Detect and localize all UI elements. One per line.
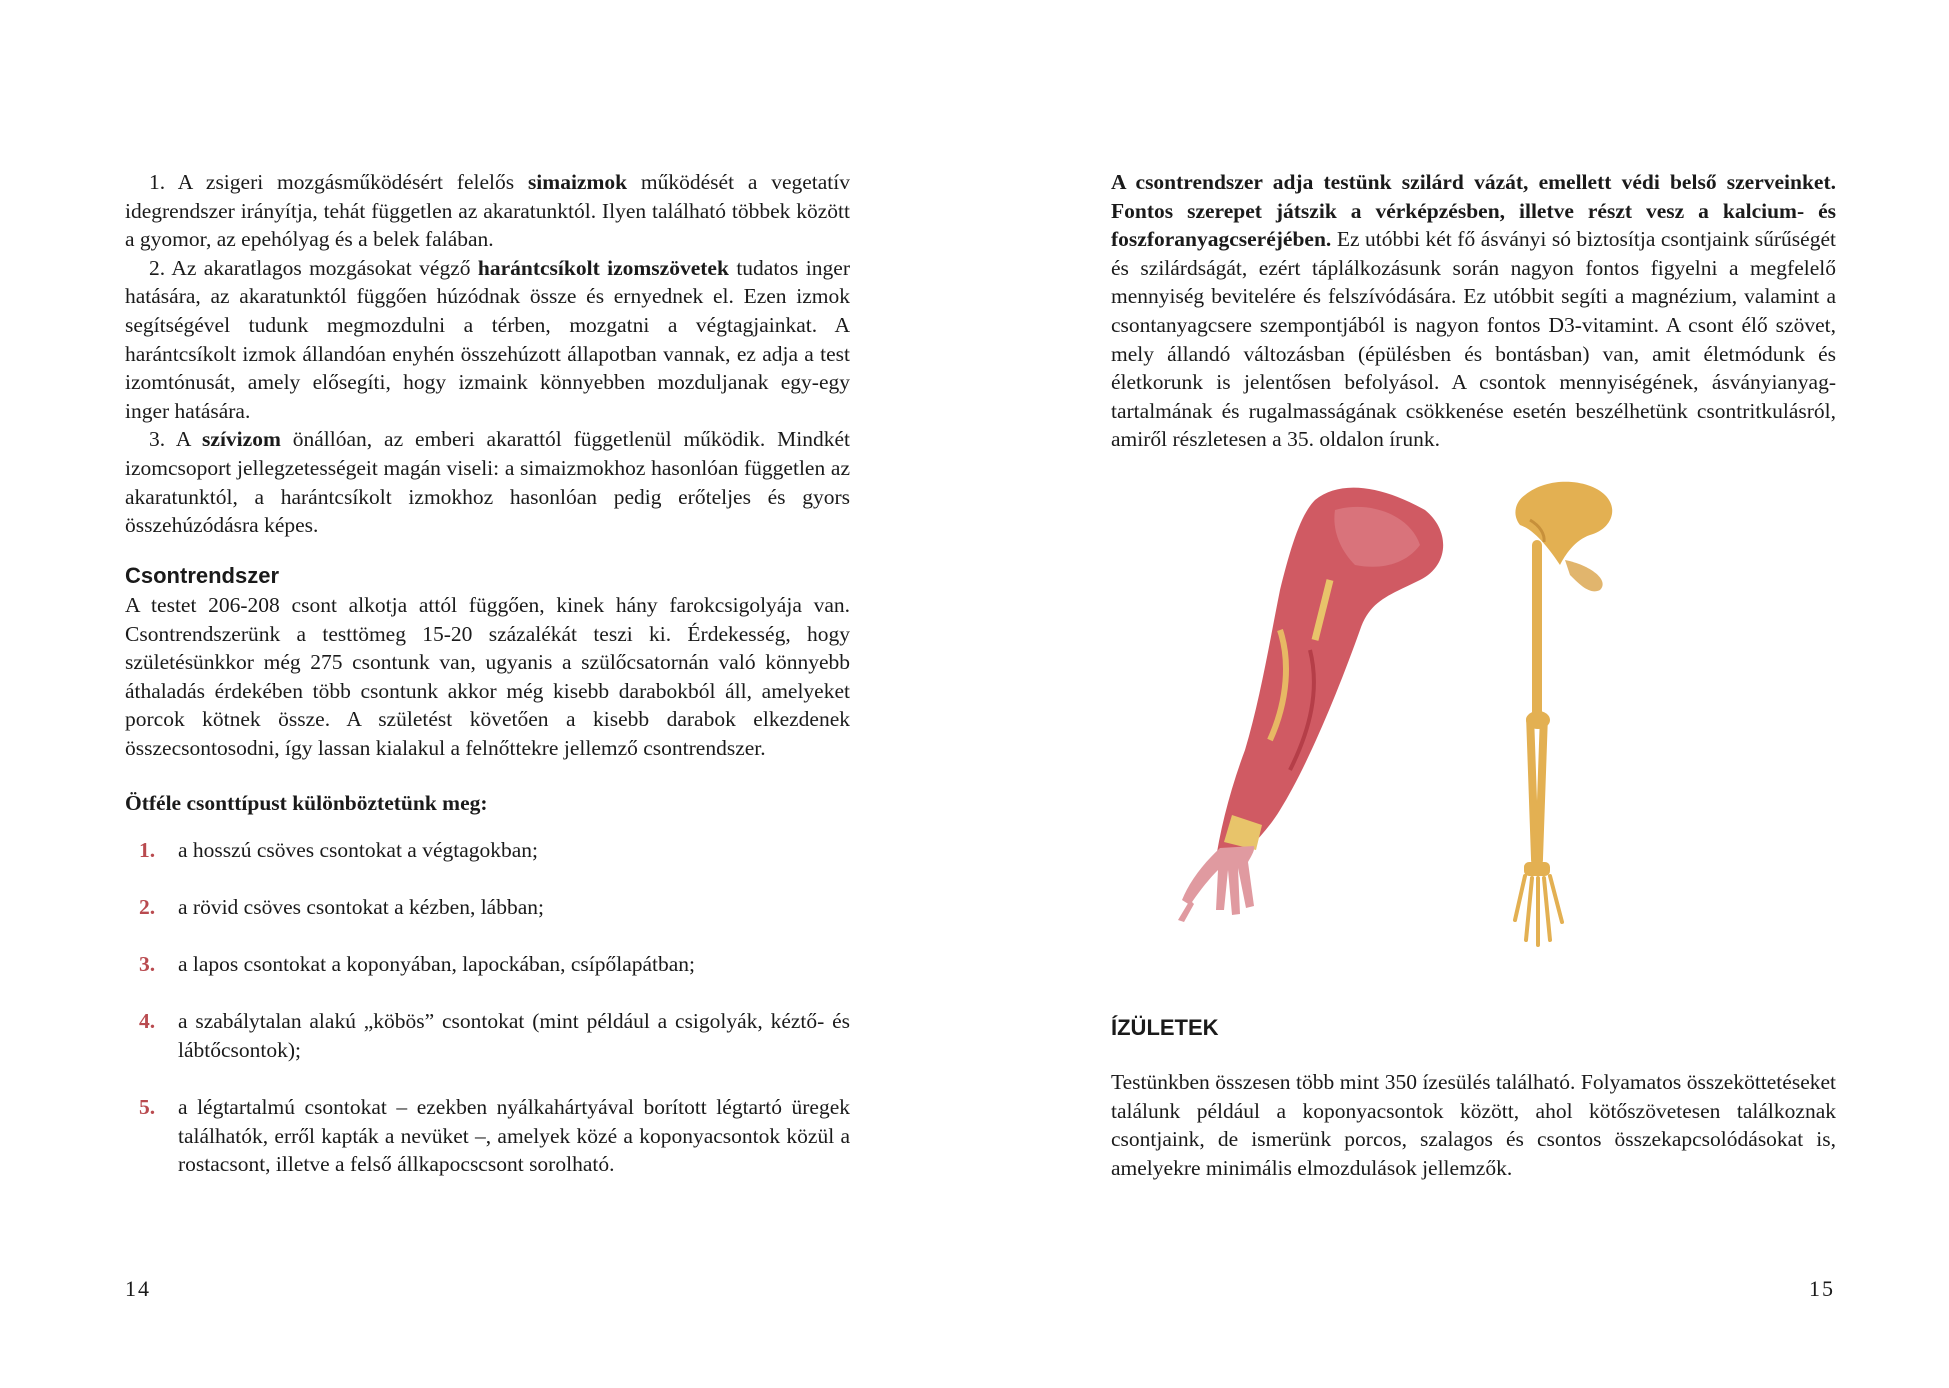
skeleton-intro xyxy=(1111,168,1836,454)
paragraph-striated-muscle xyxy=(125,254,850,426)
paragraph-smooth-muscle xyxy=(125,168,850,254)
list-text: a szabálytalan alakú „köbös” csontokat (mint például a csigolyák, kéztő- és lábtőcsontok); xyxy=(178,1009,850,1063)
list-text: a légtartalmú csontokat – ezekben nyálkahártyával borított légtartó üregek találhatók, erről kapták a nevüket –, amelyek közé a koponyacsontok közül a rostacsont, illetve a felső állkapocscsont sorolható. xyxy=(178,1095,850,1177)
list-item xyxy=(125,1007,850,1064)
list-number: 4. xyxy=(139,1009,156,1034)
right-page xyxy=(975,0,1949,1388)
bold-term: szívizom xyxy=(202,427,281,452)
arm-anatomy-illustration xyxy=(1120,470,1720,980)
bold-term: simaizmok xyxy=(527,170,628,194)
skeleton-arm-illustration xyxy=(1515,482,1612,945)
list-title: Ötféle csonttípust különböztetünk meg: xyxy=(125,790,488,815)
csontrendszer-body xyxy=(125,591,850,1207)
list-text: a hosszú csöves csontokat a végtagokban; xyxy=(178,838,539,863)
paragraph-bone-count: A testet 206-208 csont alkotja attól függően, kinek hány farokcsigolyája van. Csontrendszerünk a testtömeg 15-20 százalékát teszi ki. Érdekesség, hogy születésünkkor még 275 csontunk van, ugyanis a szülőcsatornán való könnyebb áthaladás érdekében több csontunk akkor még kisebb darabokból áll, amelyeket porcok kötnek össze. A születést követően a kisebb darabok elkezdenek összecsontosodni, így lassan kialakul a felnőttekre jellemző csontrendszer. xyxy=(125,593,850,760)
text-run: 3. A xyxy=(149,427,203,452)
list-number: 1. xyxy=(139,838,156,863)
muscle-arm-illustration xyxy=(1178,488,1443,922)
section-heading-izuletek: ÍZÜLETEK xyxy=(1111,1015,1219,1040)
list-number: 2. xyxy=(139,895,156,920)
section-heading-csontrendszer: Csontrendszer xyxy=(125,563,280,588)
text-run: 1. A zsigeri mozgásműködésért felelős xyxy=(149,170,528,194)
list-number: 3. xyxy=(139,952,156,977)
list-number: 5. xyxy=(139,1095,156,1120)
page-number-left: 14 xyxy=(125,1276,151,1301)
bold-intro: A csontrendszer adja testünk szilárd vázát, emellett védi belső szerveinket. Fontos szerepet játszik a vérképzésben, illetve részt vesz a kalcium- és foszforanyagcseréjében. xyxy=(1111,170,1836,252)
paragraph-heart-muscle xyxy=(125,425,850,539)
bone-type-list xyxy=(125,836,850,1179)
text-run: önállóan, az emberi akarattól függetlenül működik. Mindkét izomcsoport jellegzetességeit magán viseli: a simaizmokhoz hasonlóan független az akaratunktól, a harántcsíkolt izmokhoz hasonlóan pedig erőteljes és gyors összehúzódásra képes. xyxy=(125,427,850,538)
left-page xyxy=(0,0,974,1388)
paragraph-skeleton-function xyxy=(1111,168,1836,454)
list-text: a rövid csöves csontokat a kézben, lábban; xyxy=(178,895,544,920)
list-item xyxy=(125,893,850,922)
list-item xyxy=(125,836,850,865)
bold-term: harántcsíkolt izomszövetek xyxy=(477,255,729,280)
list-item xyxy=(125,950,850,979)
text-run: működését a vegetatív idegrendszer irányítja, tehát független az akaratunktól. Ilyen található többek között a gyomor, az epehólyag és a belek falában. xyxy=(125,170,850,252)
list-item xyxy=(125,1093,850,1179)
paragraph-joints: Testünkben összesen több mint 350 ízesülés található. Folyamatos összeköttetéseket találunk például a koponyacsontok között, ahol kötőszövetesen találkoznak csontjaink, de ismerünk porcos, szalagos és csontos összekapcsolódásokat is, amelyekre minimális elmozdulások jellemzők. xyxy=(1111,1070,1836,1180)
izuletek-body xyxy=(1111,1068,1836,1182)
text-run: 2. Az akaratlagos mozgásokat végző xyxy=(149,255,478,280)
page-number-right: 15 xyxy=(1809,1276,1835,1301)
text-run: tudatos inger hatására, az akaratunktól függően húzódnak össze és ernyednek el. Ezen izmok segítségével tudunk megmozdulni a térben, mozgatni a végtagjainkat. A harántcsíkolt izmok állandóan enyhén összehúzott állapotban vannak, ez adja a test izomtónusát, amely elősegíti, hogy izmaink könnyebben mozduljanak egy-egy inger hatására. xyxy=(125,255,850,423)
text-run: Ez utóbbi két fő ásványi só biztosítja csontjaink sűrűségét és szilárdságát, ezért táplálkozásunk során nagyon fontos figyelni a megfelelő mennyiség bevitelére és felszívódására. Ez utóbbit segíti a magnézium, valamint a csontanyagcsere szempontjából is nagyon fontos D3-vitamint. A csont élő szövet, mely állandó változásban (épülésben és bontásban) van, amit életmódunk és életkorunk is jelentősen befolyásol. A csontok mennyiségének, ásványianyag-tartalmának és rugalmasságának csökkenése esetén beszélhetünk csontritkulásról, amiről részletesen a 35. oldalon írunk. xyxy=(1111,227,1836,452)
list-text: a lapos csontokat a koponyában, lapockában, csípőlapátban; xyxy=(178,952,696,977)
muscle-types-text xyxy=(125,168,850,540)
